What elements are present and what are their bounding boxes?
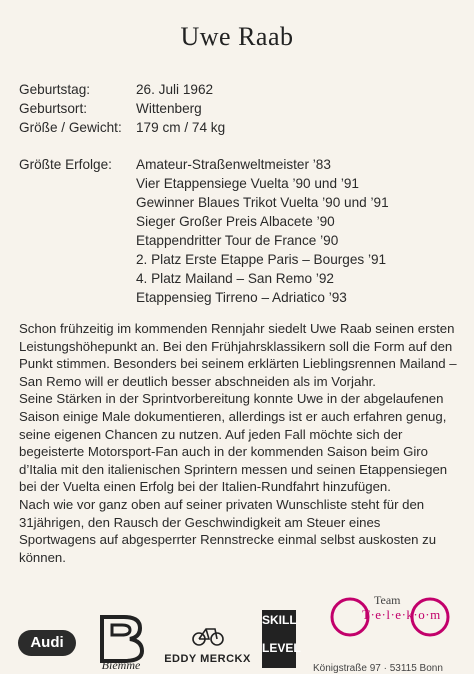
skill-word: SKILL: [262, 613, 297, 627]
level-word: LEVEL: [262, 641, 301, 655]
bio-paragraph: Nach wie vor ganz oben auf seiner privaten Wunschliste steht für den 31jährigen, den Rausch der Geschwindigkeit am Steuer eines Sportwagens auf abgesperrter Rennstrecke einmal selbst auskosten zu können.: [19, 496, 437, 565]
audi-logo: Audi: [18, 630, 76, 656]
successes-label: Größte Erfolge:: [19, 157, 112, 172]
sponsor-bar: [0, 580, 474, 674]
rider-name: Uwe Raab: [180, 22, 294, 51]
biography: [19, 320, 461, 566]
team-word: Team: [374, 593, 401, 607]
fact-row-birthplace: [19, 99, 225, 118]
skill-level-logo: [262, 610, 301, 668]
success-item: 2. Platz Erste Etappe Paris – Bourges ’91: [136, 252, 387, 267]
fact-label: Größe / Gewicht:: [19, 120, 122, 135]
successes-list: [136, 155, 389, 307]
rider-facts: [19, 80, 225, 137]
fact-row-birthday: [19, 80, 225, 99]
fact-label: Geburtsort:: [19, 101, 87, 116]
success-item: Sieger Großer Preis Albacete ’90: [136, 214, 335, 229]
telekom-wordmark: T·e·l·e·k·o·m: [362, 607, 441, 622]
bio-paragraph: Seine Stärken in der Sprintvorbereitung konnte Uwe in der abgelaufenen Saison einige Male dokumentieren, allerdings ist er auch erfahren genug, seine eigenen Chancen zu nutzen. Auf jeden Fall möchte sich der begeisterte Motorsport-Fan auch in der kommenden Saison beim Giro d’Italia mit den italienischen Sprintern messen und seinen Etappensiegen bei der Vuelta einen Erfolg bei der Italien-Rundfahrt hinzufügen.: [19, 391, 448, 495]
fact-value: 179 cm / 74 kg: [136, 120, 226, 135]
success-item: Vier Etappensiege Vuelta ’90 und ’91: [136, 176, 359, 191]
success-item: Etappensieg Tirreno – Adriatico ’93: [136, 290, 347, 305]
fact-label: Geburtstag:: [19, 82, 91, 97]
eddy-merckx-logo: [160, 625, 255, 665]
fact-value: 26. Juli 1962: [136, 82, 214, 97]
success-item: Amateur-Straßenweltmeister ’83: [136, 157, 331, 172]
successes-section: [19, 155, 389, 307]
biemme-logo: [90, 615, 152, 672]
success-item: Gewinner Blaues Trikot Vuelta ’90 und ’91: [136, 195, 389, 210]
fact-row-size-weight: [19, 118, 225, 137]
eddy-merckx-wordmark: EDDY MERCKX: [164, 653, 251, 665]
success-item: Etappendritter Tour de France ’90: [136, 233, 339, 248]
bicycle-icon: [191, 625, 225, 647]
bio-paragraph: Schon frühzeitig im kommenden Rennjahr siedelt Uwe Raab seinen ersten Leistungshöhepunkt an. Bei den Frühjahrsklassikern soll die Form auf den Punkt stimmen. Besonders bei seinem erklärten Lieblingsrennen Mailand – San Remo will er deutlich besser abschneiden als im Vorjahr.: [19, 321, 457, 389]
success-item: 4. Platz Mailand – San Remo ’92: [136, 271, 334, 286]
biemme-wordmark: Biemme: [101, 658, 141, 672]
fact-value: Wittenberg: [136, 101, 202, 116]
team-telekom-logo: [330, 585, 455, 645]
biemme-mark-icon: [90, 615, 152, 663]
sponsor-address: Königstraße 97 · 53115 Bonn: [313, 663, 443, 674]
